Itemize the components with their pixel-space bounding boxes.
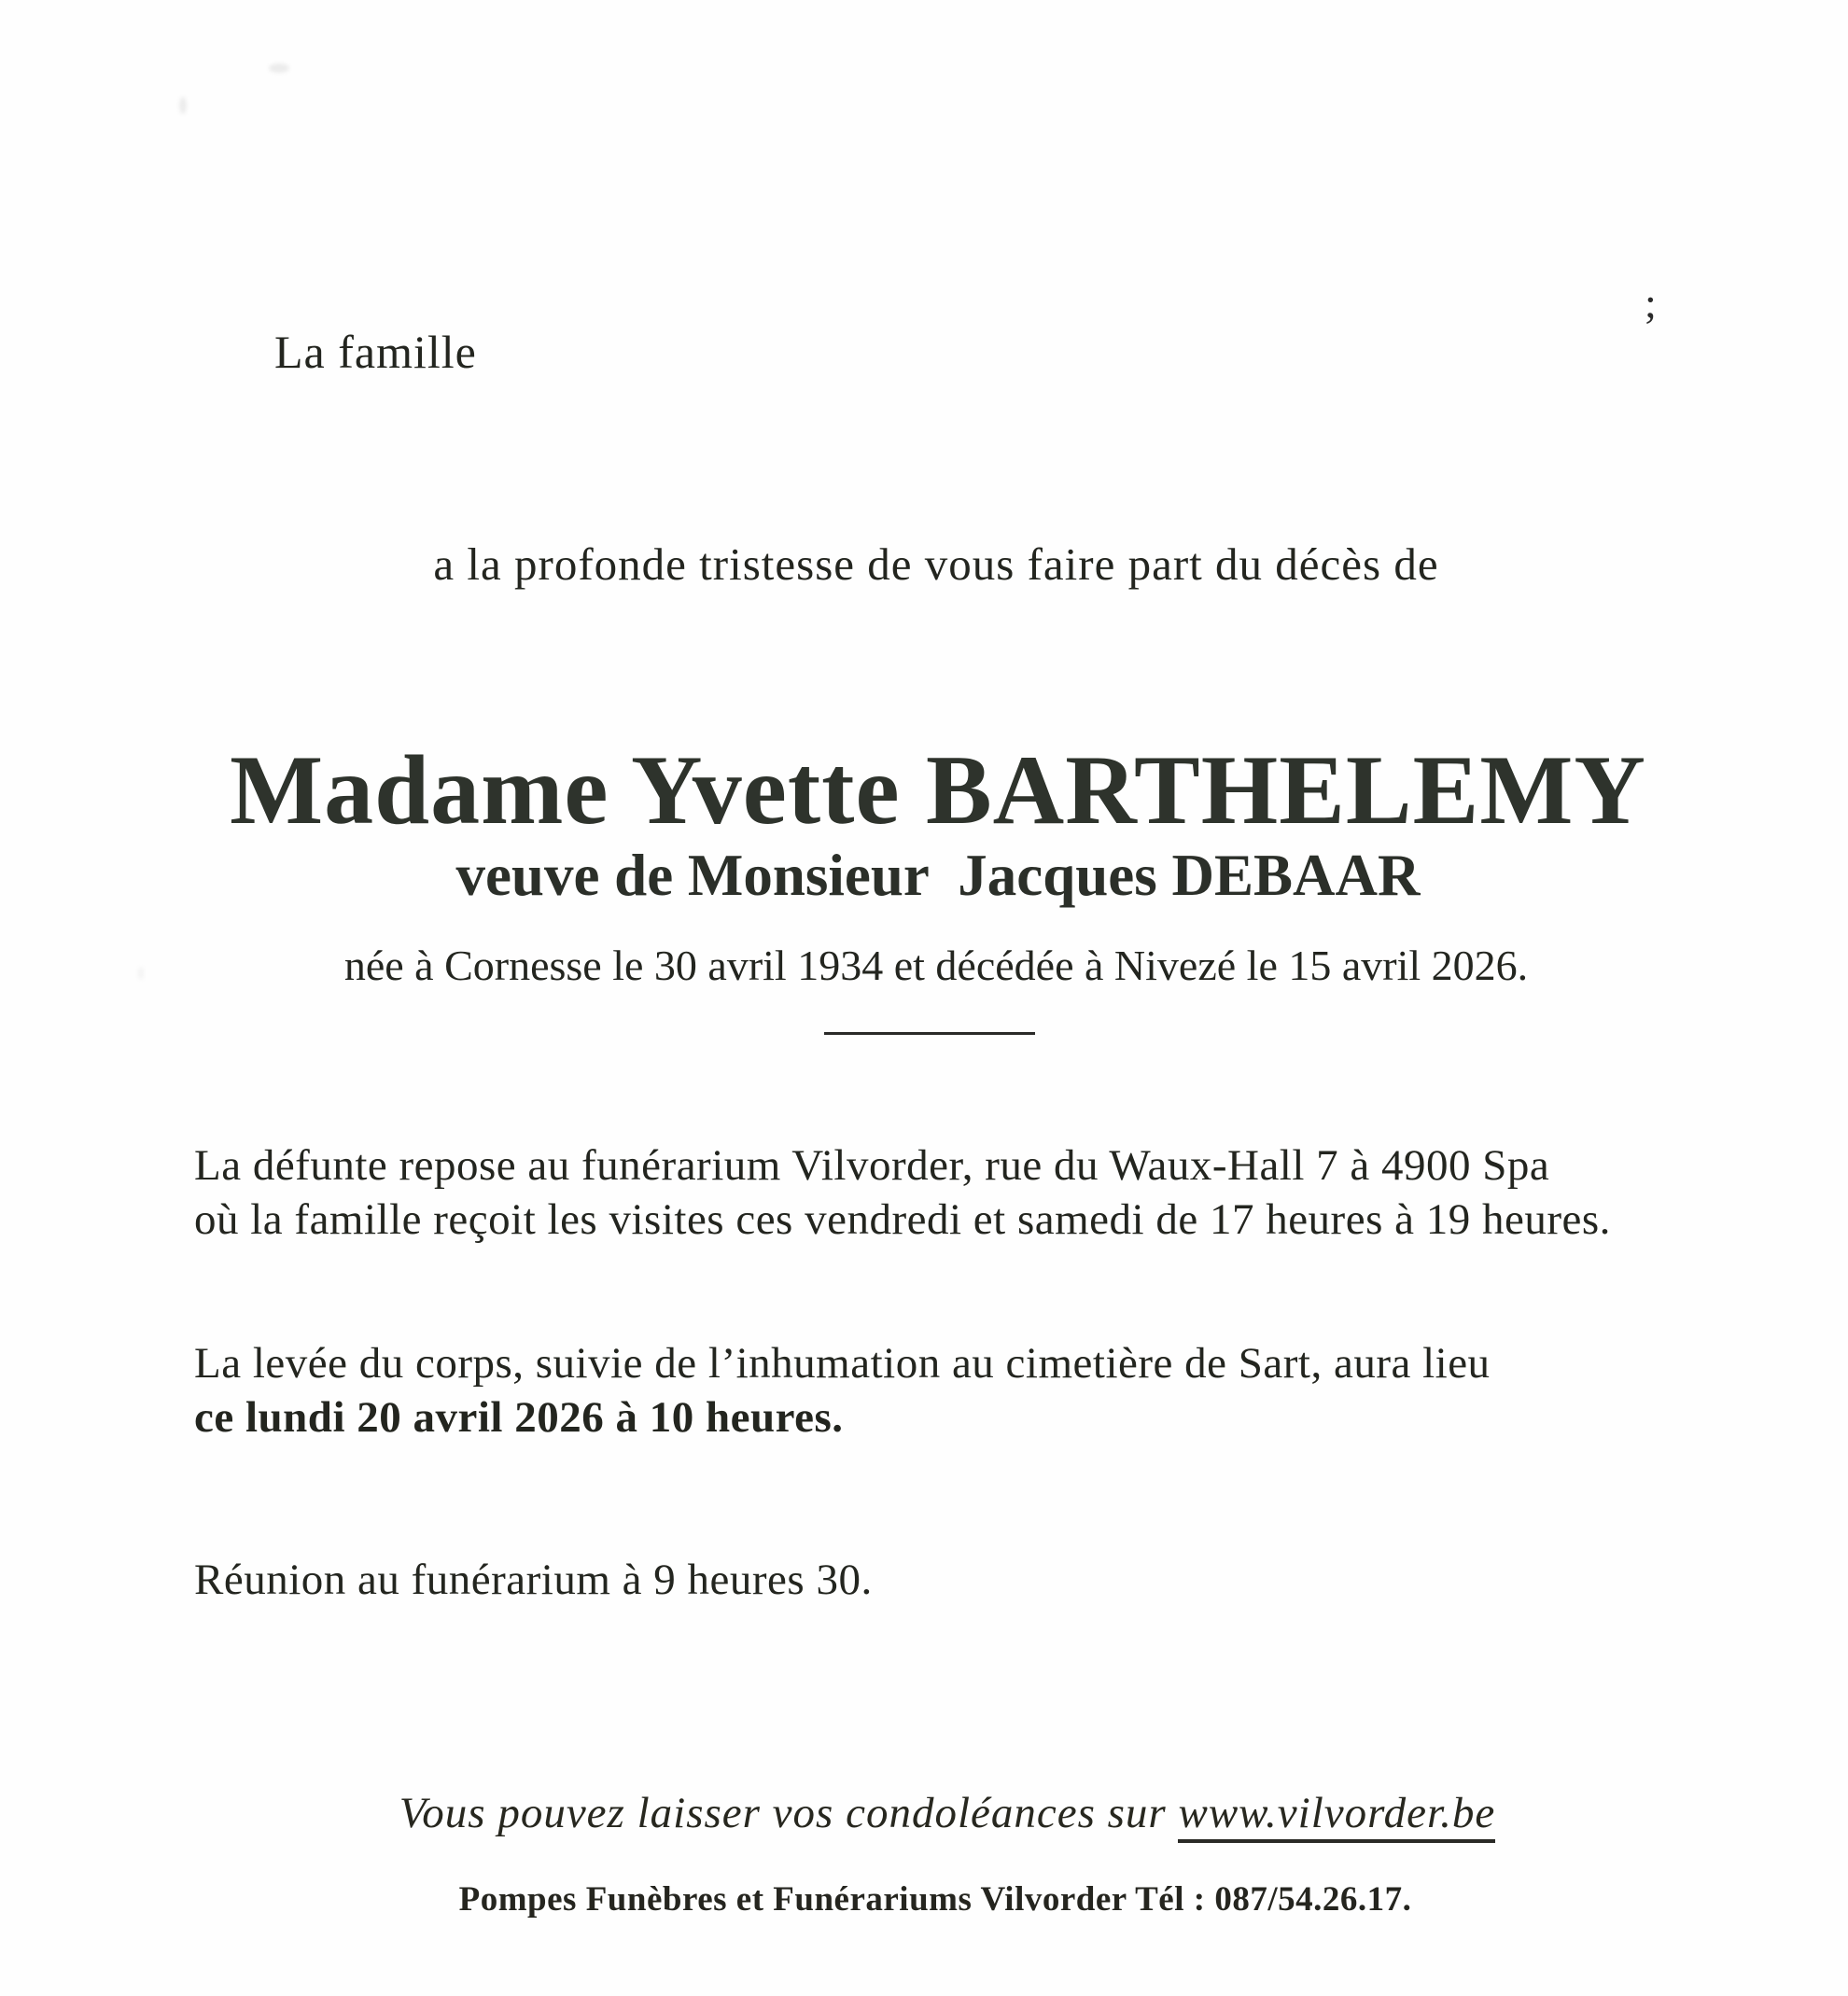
stray-semicolon-mark: ; — [1645, 279, 1657, 327]
opening-line: La famille — [274, 326, 477, 378]
condolences-url: www.vilvorder.be — [1178, 1789, 1495, 1843]
birth-death-line: née à Cornesse le 30 avril 1934 et décédée à Nivezé le 15 avril 2026. — [343, 942, 1529, 989]
meeting-line: Réunion au funérarium à 9 heures 30. — [194, 1556, 873, 1604]
scan-smudge — [179, 97, 187, 114]
divider-rule — [824, 1032, 1035, 1035]
deceased-name-title: Madame Yvette BARTHELEMY — [230, 735, 1646, 844]
intro-line: a la profonde tristesse de vous faire part du décès de — [433, 538, 1439, 590]
funeral-home-footer: Pompes Funèbres et Funérariums Vilvorder Tél : 087/54.26.17. — [458, 1880, 1412, 1919]
visitation-line-1: La défunte repose au funérarium Vilvorder, rue du Waux-Hall 7 à 4900 Spa — [194, 1141, 1550, 1190]
funeral-paragraph — [194, 1336, 1687, 1445]
visitation-line-2: où la famille reçoit les visites ces vendredi et samedi de 17 heures à 19 heures. — [194, 1195, 1611, 1244]
funeral-line-1: La levée du corps, suivie de l’inhumation au cimetière de Sart, aura lieu — [194, 1339, 1491, 1388]
scan-smudge — [269, 63, 289, 73]
condolences-line — [0, 1788, 1848, 1838]
visitation-paragraph — [194, 1138, 1687, 1247]
widow-of-line: veuve de Monsieur Jacques DEBAAR — [455, 843, 1421, 908]
funeral-date-line: ce lundi 20 avril 2026 à 10 heures. — [194, 1393, 844, 1442]
condolences-text: Vous pouvez laisser vos condoléances sur — [399, 1789, 1179, 1837]
